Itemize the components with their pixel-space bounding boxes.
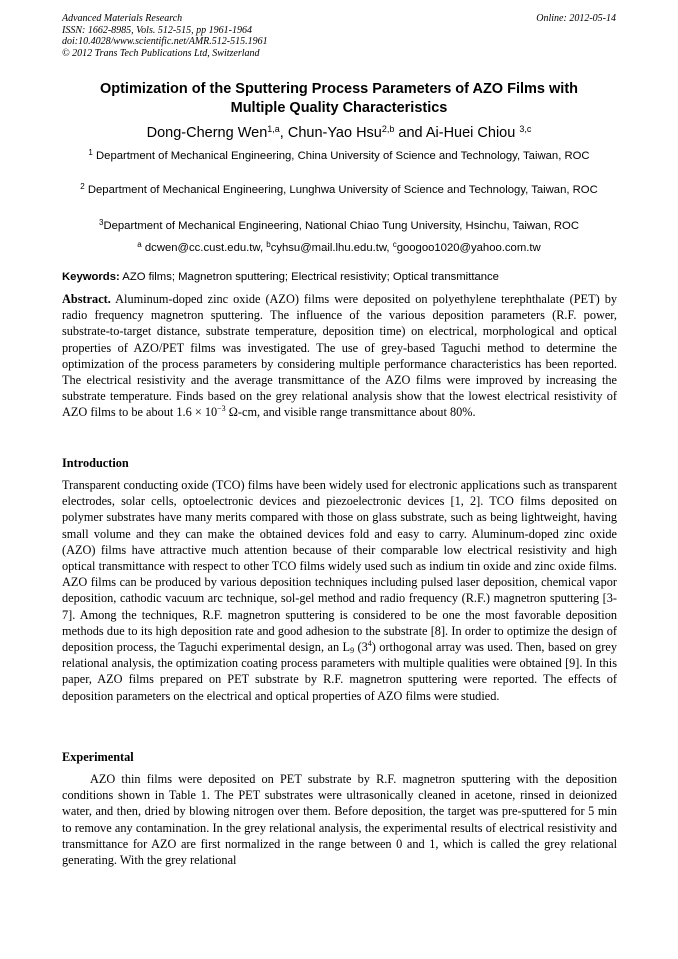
author-superscript: 1,a [267, 124, 280, 134]
introduction-part1: Transparent conducting oxide (TCO) films have been widely used for electronic applications such as transparent electrodes, solar cells, optoelectronic devices and piezoelectronic devices [1, 2]. TCO films deposited on polymer substrates have many merits compared with those on glass substrate, such as being lightweight, having small volume and they can make the obtained devices fold and easy to carry. Aluminum-doped zinc oxide (AZO) films have attractive much attention because of their comparable low electrical resistivity and high optical transmittance with respect to other TCO films widely used such as indium tin oxide and zinc oxide films. AZO films can be produced by various deposition techniques including pulsed laser deposition, chemical vapor deposition, cathodic vacuum arc technique, sol-gel method and radio frequency (R.F.) magnetron sputtering [3-7]. Among the techniques, R.F. magnetron sputtering is considered to be one the most favorable deposition methods due to its high deposition rate and good adhesion to the substrate [8]. In order to optimize the design of deposition process, the Taguchi experimental design, an L [62, 478, 617, 655]
abstract-label: Abstract. [62, 292, 111, 306]
author-name: Chun-Yao Hsu [287, 125, 382, 141]
journal-issn: ISSN: 1662-8985, Vols. 512-515, pp 1961-1964 [62, 24, 252, 36]
author-superscript: 3,c [519, 124, 532, 134]
journal-header [62, 13, 616, 59]
affiliation-1 [62, 149, 616, 165]
introduction-part2: ) orthogonal array was used. Then, based on grey relational analysis, the optimization coating process parameters with multiple qualities were obtained [9]. In this paper, AZO films prepared on PET substrate by R.F. magnetron sputtering were reported. The effects of deposition parameters on the electrical and optical properties of AZO films were studied. [62, 640, 617, 703]
introduction-subscript: 9 [350, 646, 355, 656]
online-date: Online: 2012-05-14 [536, 13, 616, 24]
keywords [62, 270, 618, 285]
journal-doi: doi:10.4028/www.scientific.net/AMR.512-515.1961 [62, 36, 268, 48]
experimental-text: AZO thin films were deposited on PET substrate by R.F. magnetron sputtering with the deposition conditions shown in Table 1. The PET substrates were ultrasonically cleaned in acetone, rinsed in deionized water, and then, dried by blowing nitrogen over them. Before deposition, the target was pre-sputtered for 5 min to remove any contamination. In the grey relational analysis, the experimental results of electrical resistivity and transmittance for AZO are first normalized in the range between 0 and 1, which is called the grey relational generating. With the grey relational [62, 772, 617, 868]
abstract-text: Aluminum-doped zinc oxide (AZO) films were deposited on polyethylene terephthalate (PET) by radio frequency magnetron sputtering. The influence of the various deposition parameters (R.F. power, substrate-to-target distance, substrate temperature, deposition time) on electrical, morphological and optical properties of AZO/PET films was investigated. The use of grey-based Taguchi method to determine the optimization of the process parameters by considering multiple performance characteristics has been reported. The electrical resistivity and the average transmittance of the AZO films were improved by increasing the substrate temperature. Finds based on the grey relational analysis show that the lowest electrical resistivity of AZO films to be about 1.6 × 10 [62, 292, 617, 420]
email-superscript: c [392, 240, 397, 249]
affiliation-2 [62, 183, 616, 199]
abstract-exponent: −3 [217, 404, 226, 414]
introduction-superscript: 4 [367, 639, 372, 649]
affiliation-text: Department of Mechanical Engineering, China University of Science and Technology, Taiwan, ROC [96, 150, 590, 162]
paper-title [60, 80, 618, 118]
journal-name: Advanced Materials Research [62, 13, 183, 24]
keywords-text: AZO films; Magnetron sputtering; Electrical resistivity; Optical transmittance [119, 271, 499, 283]
introduction-mid: (3 [354, 640, 368, 655]
email-address[interactable]: cyhsu@mail.lhu.edu.tw, [270, 242, 393, 254]
author-name: Dong-Cherng Wen [146, 125, 268, 141]
introduction-heading: Introduction [62, 456, 129, 470]
affiliation-number: 3 [99, 218, 104, 227]
author-separator: and [394, 125, 426, 141]
author-separator: , [279, 125, 288, 141]
paper-title-line: Optimization of the Sputtering Process Parameters of AZO Films with [99, 81, 579, 97]
email-address[interactable]: googoo1020@yahoo.com.tw [396, 242, 541, 254]
affiliation-text: Department of Mechanical Engineering, National Chiao Tung University, Hsinchu, Taiwan, ROC [103, 220, 579, 232]
keywords-label: Keywords: [62, 271, 120, 283]
email-superscript: b [266, 240, 271, 249]
author-superscript: 2,b [381, 124, 395, 134]
email-superscript: a [137, 240, 142, 249]
author-emails [62, 241, 616, 257]
paper-title-line: Multiple Quality Characteristics [230, 100, 448, 116]
affiliation-number: 2 [80, 182, 85, 191]
journal-copyright: © 2012 Trans Tech Publications Ltd, Switzerland [62, 47, 260, 59]
introduction-text [62, 477, 617, 704]
abstract-end: Ω-cm, and visible range transmittance about 80%. [225, 405, 476, 420]
email-address[interactable]: dcwen@cc.cust.edu.tw, [144, 242, 267, 254]
experimental-heading: Experimental [62, 750, 134, 764]
affiliation-text: Department of Mechanical Engineering, Lunghwa University of Science and Technology, Taiwan, ROC [87, 184, 598, 196]
affiliation-number: 1 [88, 148, 93, 157]
author-name: Ai-Huei Chiou [425, 125, 520, 141]
affiliation-3 [62, 219, 616, 235]
abstract [62, 291, 617, 421]
author-list [60, 124, 618, 142]
